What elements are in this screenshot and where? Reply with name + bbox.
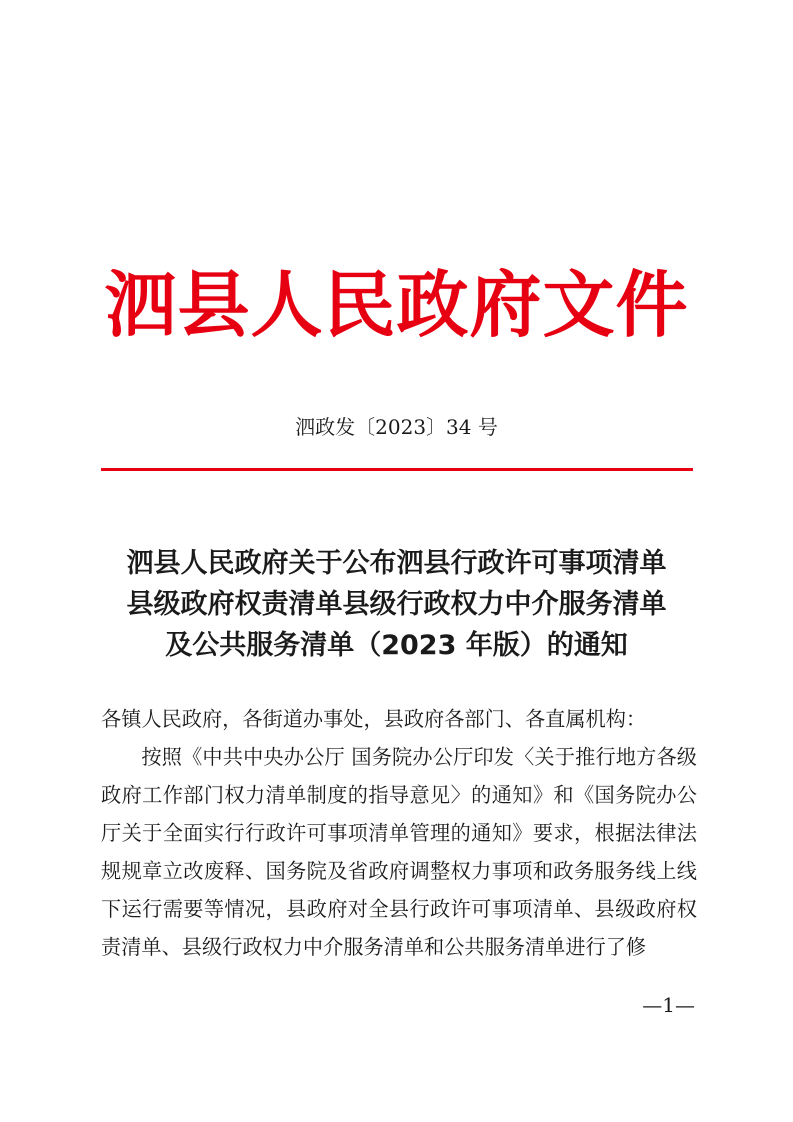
page-number: —1— bbox=[642, 993, 695, 1017]
salutation: 各镇人民政府，各街道办事处，县政府各部门、各直属机构： bbox=[101, 707, 647, 731]
document-title bbox=[60, 543, 733, 666]
body-paragraph: 按照《中共中央办公厅 国务院办公厅印发〈关于推行地方各级政府工作部门权力清单制度的指导意见〉的通知》和《国务院办公厅关于全面实行行政许可事项清单管理的通知》要求，根据法律法规规章立改废释、国务院及省政府调整权力事项和政务服务线上线下运行需要等情况，县政府对全县行政许可事项清单、县级政府权责清单、县级行政权力中介服务清单和公共服务清单进行了修 bbox=[101, 745, 697, 959]
title-line: 及公共服务清单（2023 年版）的通知 bbox=[165, 630, 628, 661]
document-masthead: 泗县人民政府文件 bbox=[104, 262, 689, 347]
title-line: 泗县人民政府关于公布泗县行政许可事项清单 bbox=[126, 548, 667, 579]
red-divider-line bbox=[101, 468, 693, 471]
title-line: 县级政府权责清单县级行政权力中介服务清单 bbox=[126, 589, 667, 620]
document-number: 泗政发〔2023〕34 号 bbox=[295, 415, 498, 439]
document-body bbox=[101, 700, 697, 966]
